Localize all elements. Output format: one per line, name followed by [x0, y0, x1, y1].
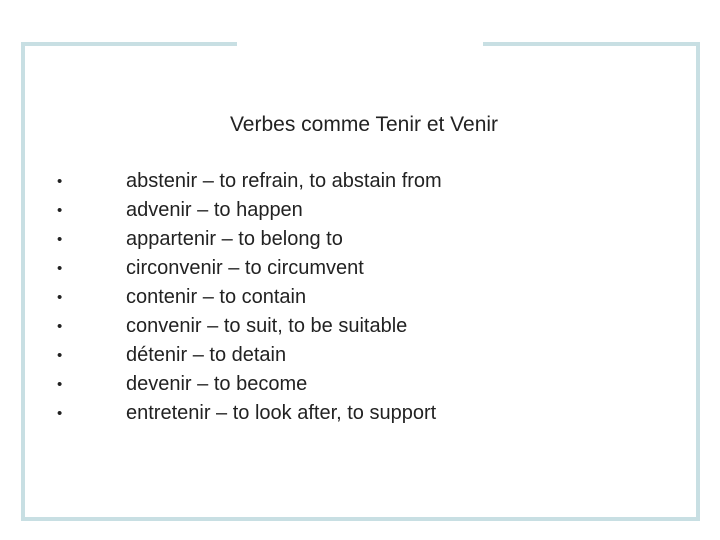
bullet-icon: • [57, 347, 63, 364]
slide-title: Verbes comme Tenir et Venir [229, 113, 499, 136]
list-item [0, 283, 720, 312]
frame-top-left-border [21, 42, 237, 46]
frame-top-right-border [483, 42, 700, 46]
bullet-icon: • [57, 231, 63, 248]
list-item-text: appartenir – to belong to [126, 228, 343, 250]
bullet-icon: • [57, 289, 63, 306]
bullet-icon: • [57, 318, 63, 335]
list-item [0, 167, 720, 196]
frame-bottom-border [21, 517, 700, 521]
list-item-text: convenir – to suit, to be suitable [126, 315, 408, 337]
list-item-text: entretenir – to look after, to support [126, 402, 437, 424]
bullet-icon: • [57, 202, 63, 219]
verb-list [0, 167, 720, 428]
list-item [0, 399, 720, 428]
list-item [0, 341, 720, 370]
bullet-icon: • [57, 260, 63, 277]
list-item-text: contenir – to contain [126, 286, 307, 308]
list-item [0, 254, 720, 283]
list-item-text: détenir – to detain [126, 344, 287, 366]
list-item-text: circonvenir – to circumvent [126, 257, 364, 279]
bullet-icon: • [57, 405, 63, 422]
bullet-icon: • [57, 173, 63, 190]
list-item-text: devenir – to become [126, 373, 308, 395]
list-item [0, 196, 720, 225]
list-item [0, 225, 720, 254]
list-item [0, 312, 720, 341]
list-item [0, 370, 720, 399]
list-item-text: advenir – to happen [126, 199, 303, 221]
bullet-icon: • [57, 376, 63, 393]
list-item-text: abstenir – to refrain, to abstain from [126, 170, 442, 192]
